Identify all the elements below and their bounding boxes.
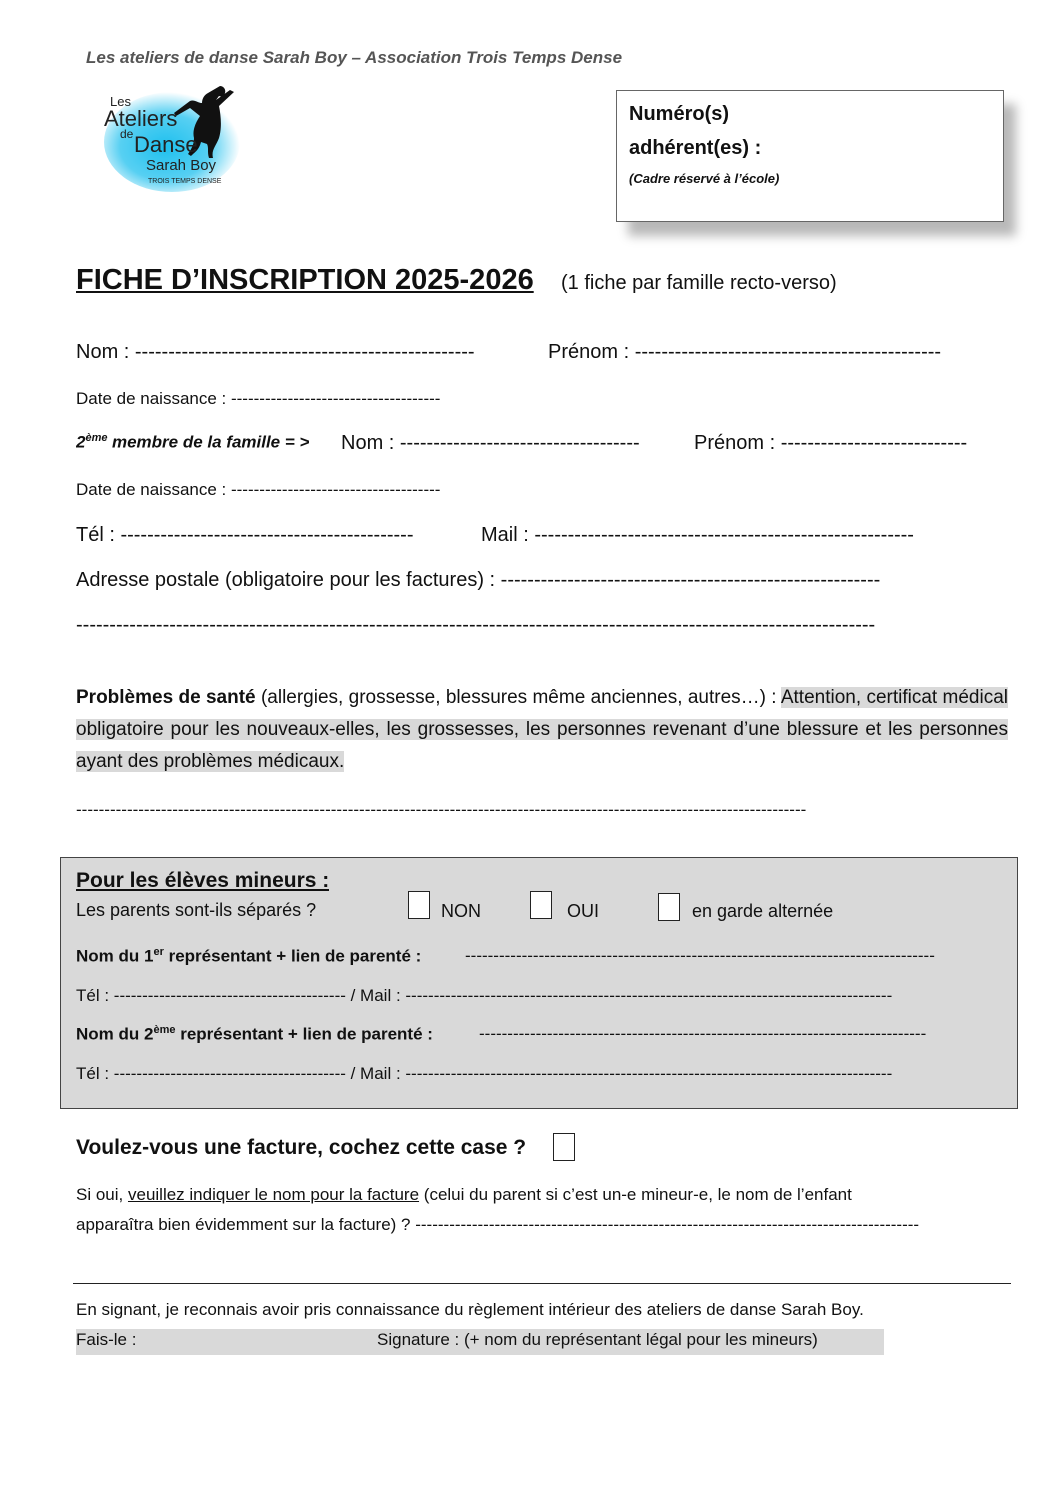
association-header: Les ateliers de danse Sarah Boy – Association Trois Temps Dense (86, 48, 623, 67)
health-section (76, 682, 1008, 778)
non-checkbox[interactable] (408, 891, 430, 919)
svg-text:Les: Les (110, 94, 131, 109)
invoice-name-instructions[interactable] (76, 1180, 1008, 1240)
mail-field[interactable]: Mail : --------------------------------------------------------- (481, 524, 914, 546)
invoice-text-b: (celui du parent si c’est un-e mineur-e, le nom de l’enfant (423, 1185, 852, 1204)
invoice-question: Voulez-vous une facture, cochez cette case ? (76, 1136, 527, 1159)
alternating-custody-checkbox[interactable] (658, 893, 680, 921)
signature-field[interactable]: Signature : (+ nom du représentant légal pour les mineurs) (377, 1330, 818, 1349)
invoice-name-link: veuillez indiquer le nom pour la facture (127, 1185, 420, 1204)
second-member-sup: ème (85, 432, 108, 444)
separated-question: Les parents sont-ils séparés ? (76, 900, 317, 920)
member-number-label-2: adhérent(es) : (629, 137, 762, 159)
rep2-label: Nom du 2ème représentant + lien de parenté : (76, 1024, 433, 1044)
minors-section (60, 857, 1018, 1109)
oui-label: OUI (567, 901, 600, 921)
birth-date-field[interactable]: Date de naissance : ------------------------------------- (76, 389, 441, 408)
second-prenom-field[interactable]: Prénom : ---------------------------- (694, 432, 968, 454)
svg-text:de: de (120, 127, 134, 141)
rep1-contact-field[interactable]: Tél : ----------------------------------------- / Mail : -------------------------------------------------------------------------------------- (76, 986, 893, 1005)
address-field-line2[interactable]: ------------------------------------------------------------------------------------------------------------------------ (76, 614, 876, 636)
rep2-field[interactable]: ------------------------------------------------------------------------------- (479, 1024, 927, 1043)
member-number-box[interactable] (616, 90, 1004, 222)
second-birth-date-field[interactable]: Date de naissance : ------------------------------------- (76, 480, 441, 499)
rep1-field[interactable]: ----------------------------------------------------------------------------------- (465, 946, 935, 965)
second-member-text: membre de la famille = > (111, 432, 310, 452)
logo-graphic (100, 80, 260, 192)
health-label: Problèmes de santé (76, 687, 256, 708)
oui-checkbox[interactable] (530, 891, 552, 919)
nom-field[interactable]: Nom : --------------------------------------------------- (76, 341, 475, 363)
school-reserved-note: (Cadre réservé à l’école) (629, 171, 780, 186)
invoice-text-a: Si oui, (76, 1185, 124, 1204)
dance-school-logo (100, 80, 260, 192)
form-subtitle: (1 fiche par famille recto-verso) (561, 272, 837, 294)
date-field[interactable]: Fais-le : (76, 1330, 137, 1349)
medical-certificate-warning: Attention, certificat médical obligatoire pour les nouveaux-elles, les grossesses, les personnes revenant d’une blessure et les personnes ayant des problèmes médicaux. (76, 687, 1008, 772)
svg-text:Ateliers: Ateliers (104, 106, 178, 131)
member-number-label: Numéro(s) (629, 103, 730, 125)
tel-field[interactable]: Tél : -------------------------------------------- (76, 524, 414, 546)
svg-text:Danse: Danse (134, 132, 198, 157)
minors-title: Pour les élèves mineurs : (76, 869, 330, 892)
rep1-label: Nom du 1er représentant + lien de parenté : (76, 946, 422, 966)
svg-text:Sarah Boy: Sarah Boy (146, 157, 217, 174)
rep2-contact-field[interactable]: Tél : ----------------------------------------- / Mail : -------------------------------------------------------------------------------------- (76, 1064, 893, 1083)
alternating-custody-label: en garde alternée (692, 901, 834, 921)
health-field[interactable]: --------------------------------------------------------------------------------------------------------------------------------- (76, 800, 807, 819)
rules-statement: En signant, je reconnais avoir pris connaissance du règlement intérieur des ateliers de danse Sarah Boy. (76, 1300, 864, 1319)
prenom-field[interactable]: Prénom : ---------------------------------------------- (548, 341, 942, 363)
invoice-checkbox[interactable] (553, 1133, 575, 1161)
second-nom-field[interactable]: Nom : ------------------------------------ (341, 432, 640, 454)
form-title: FICHE D’INSCRIPTION 2025-2026 (76, 264, 534, 296)
svg-text:TROIS TEMPS DENSE: TROIS TEMPS DENSE (148, 178, 222, 185)
health-text: (allergies, grossesse, blessures même anciennes, autres…) : (260, 687, 777, 708)
non-label: NON (441, 901, 481, 921)
second-member-label (76, 432, 309, 452)
invoice-name-field[interactable]: apparaîtra bien évidemment sur la facture) ? ----------------------------------------------------------------------------------------- (76, 1215, 920, 1234)
second-member-number: 2 (76, 432, 86, 452)
divider (73, 1283, 1011, 1284)
address-field[interactable]: Adresse postale (obligatoire pour les factures) : --------------------------------------------------------- (76, 569, 881, 591)
